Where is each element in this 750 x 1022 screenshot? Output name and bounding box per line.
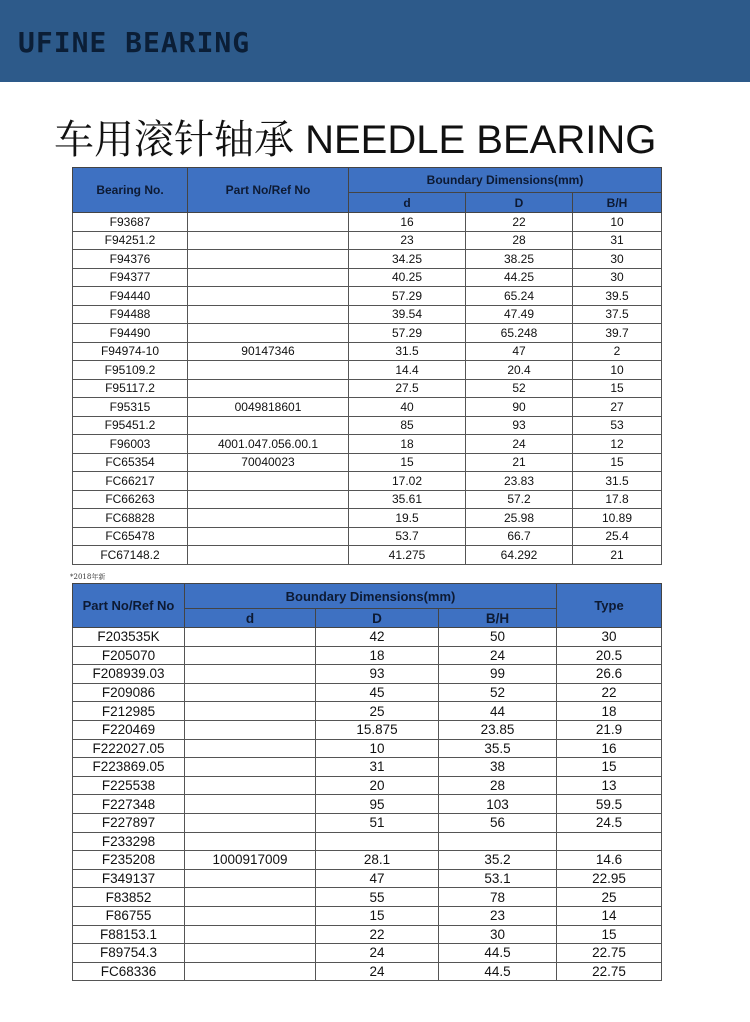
table-cell: FC65354 — [73, 453, 188, 472]
brand-title: UFINE BEARING — [18, 26, 251, 59]
table-cell: 10 — [573, 361, 662, 380]
table-cell — [316, 832, 439, 851]
table-cell: 31 — [316, 758, 439, 777]
table-cell: 35.61 — [349, 490, 466, 509]
table-cell: 90147346 — [188, 342, 349, 361]
table-cell: 16 — [557, 739, 662, 758]
table-body — [73, 213, 662, 565]
table-cell: 18 — [316, 646, 439, 665]
table-cell: 25.98 — [466, 509, 573, 528]
table-row — [73, 906, 662, 925]
table-cell: 25.4 — [573, 527, 662, 546]
table-cell: F94251.2 — [73, 231, 188, 250]
table-cell: 20.4 — [466, 361, 573, 380]
table-cell — [188, 527, 349, 546]
table-row — [73, 490, 662, 509]
table-cell: 57.29 — [349, 287, 466, 306]
table-cell: 28 — [439, 776, 557, 795]
table-cell: 28.1 — [316, 851, 439, 870]
table-cell: F225538 — [73, 776, 185, 795]
table-cell — [188, 379, 349, 398]
table-cell: 15 — [316, 906, 439, 925]
table-cell: 25 — [557, 888, 662, 907]
table-row — [73, 739, 662, 758]
table-cell — [185, 776, 316, 795]
table-cell: 93 — [316, 665, 439, 684]
table-cell: 20 — [316, 776, 439, 795]
table-cell: 15 — [557, 758, 662, 777]
page-title: 车用滚针轴承 NEEDLE BEARING — [54, 118, 657, 162]
table-cell: 95 — [316, 795, 439, 814]
table-cell: 47.49 — [466, 305, 573, 324]
table-row — [73, 851, 662, 870]
table-cell: F89754.3 — [73, 944, 185, 963]
table-cell — [185, 906, 316, 925]
table-row — [73, 665, 662, 684]
table-cell: 15 — [573, 379, 662, 398]
table-cell: 14 — [557, 906, 662, 925]
table-cell: 10 — [573, 213, 662, 232]
table-cell — [185, 628, 316, 647]
header-width: B/H — [573, 193, 662, 213]
table-cell: 38 — [439, 758, 557, 777]
table-row — [73, 720, 662, 739]
table-cell: F209086 — [73, 683, 185, 702]
header-width: B/H — [439, 609, 557, 628]
table-cell — [188, 324, 349, 343]
table-cell — [188, 509, 349, 528]
table-body — [73, 628, 662, 981]
table-cell: 23.83 — [466, 472, 573, 491]
table-cell: F88153.1 — [73, 925, 185, 944]
table-cell: 16 — [349, 213, 466, 232]
header-d-inner: d — [185, 609, 316, 628]
table-cell: 64.292 — [466, 546, 573, 565]
table-cell: 18 — [557, 702, 662, 721]
table-cell: FC68828 — [73, 509, 188, 528]
table-cell: F94377 — [73, 268, 188, 287]
table-cell — [557, 832, 662, 851]
table-cell: 34.25 — [349, 250, 466, 269]
table-cell: 14.4 — [349, 361, 466, 380]
table-cell: F205070 — [73, 646, 185, 665]
table-cell: 78 — [439, 888, 557, 907]
table-cell: F235208 — [73, 851, 185, 870]
table-row — [73, 287, 662, 306]
table-cell: 39.7 — [573, 324, 662, 343]
table-cell — [185, 944, 316, 963]
table-cell: F349137 — [73, 869, 185, 888]
table-cell: 15 — [349, 453, 466, 472]
table-cell: 19.5 — [349, 509, 466, 528]
table-cell: 44 — [439, 702, 557, 721]
table-cell: F94376 — [73, 250, 188, 269]
table-cell: 45 — [316, 683, 439, 702]
table-row — [73, 231, 662, 250]
table-cell: 10.89 — [573, 509, 662, 528]
table-cell: 56 — [439, 813, 557, 832]
table-cell: 12 — [573, 435, 662, 454]
table-cell: 55 — [316, 888, 439, 907]
table-cell: 21 — [466, 453, 573, 472]
bearing-table-1 — [72, 167, 662, 565]
table-cell: 22 — [466, 213, 573, 232]
table-row — [73, 416, 662, 435]
table-cell: 35.5 — [439, 739, 557, 758]
table-row — [73, 776, 662, 795]
table-cell: 13 — [557, 776, 662, 795]
table-cell — [185, 795, 316, 814]
table-row — [73, 628, 662, 647]
table-cell — [188, 416, 349, 435]
header-banner — [0, 0, 750, 82]
table-cell: 53.1 — [439, 869, 557, 888]
table-row — [73, 546, 662, 565]
table-cell: FC65478 — [73, 527, 188, 546]
table-cell: F227348 — [73, 795, 185, 814]
table-cell: FC66217 — [73, 472, 188, 491]
header-d-inner: d — [349, 193, 466, 213]
table-row — [73, 683, 662, 702]
table-row — [73, 944, 662, 963]
table-cell: 22 — [316, 925, 439, 944]
table-row — [73, 361, 662, 380]
table-cell — [185, 646, 316, 665]
table-cell: 41.275 — [349, 546, 466, 565]
table-cell: 44.25 — [466, 268, 573, 287]
table-cell: 35.2 — [439, 851, 557, 870]
table-cell: 39.54 — [349, 305, 466, 324]
table-cell: F94488 — [73, 305, 188, 324]
table-cell: F94440 — [73, 287, 188, 306]
table-cell: 25 — [316, 702, 439, 721]
table-cell: 0049818601 — [188, 398, 349, 417]
table-cell — [188, 250, 349, 269]
table-cell — [188, 231, 349, 250]
table-cell: 52 — [466, 379, 573, 398]
header-boundary-dimensions: Boundary Dimensions(mm) — [349, 168, 662, 193]
table-row — [73, 758, 662, 777]
table-cell: F96003 — [73, 435, 188, 454]
header-part-no: Part No/Ref No — [188, 168, 349, 213]
table-cell: 21.9 — [557, 720, 662, 739]
table-cell: 24 — [439, 646, 557, 665]
table-cell: 22.75 — [557, 944, 662, 963]
table-row — [73, 268, 662, 287]
table-cell: F203535K — [73, 628, 185, 647]
table-row — [73, 527, 662, 546]
table-cell — [188, 490, 349, 509]
header-part-no: Part No/Ref No — [73, 584, 185, 628]
table-cell: F86755 — [73, 906, 185, 925]
table-row — [73, 435, 662, 454]
table-cell: F95109.2 — [73, 361, 188, 380]
table-cell: 65.24 — [466, 287, 573, 306]
table-row — [73, 250, 662, 269]
header-d-outer: D — [316, 609, 439, 628]
table-cell: 40 — [349, 398, 466, 417]
table-cell: 1000917009 — [185, 851, 316, 870]
header-type: Type — [557, 584, 662, 628]
table-row — [73, 342, 662, 361]
table-row — [73, 813, 662, 832]
table-cell — [185, 925, 316, 944]
table-cell: 17.02 — [349, 472, 466, 491]
table-cell — [185, 683, 316, 702]
table-row — [73, 453, 662, 472]
table-row — [73, 379, 662, 398]
table-cell: 30 — [573, 268, 662, 287]
table-cell — [188, 305, 349, 324]
table-cell: 23 — [439, 906, 557, 925]
table-cell: 93 — [466, 416, 573, 435]
table-row — [73, 925, 662, 944]
table-cell: 52 — [439, 683, 557, 702]
table-cell: F220469 — [73, 720, 185, 739]
table-cell: 18 — [349, 435, 466, 454]
table-cell: 15.875 — [316, 720, 439, 739]
table-cell: 27.5 — [349, 379, 466, 398]
table-cell: 24 — [316, 962, 439, 981]
table-cell: 85 — [349, 416, 466, 435]
table-cell: F227897 — [73, 813, 185, 832]
table-cell: F95451.2 — [73, 416, 188, 435]
table-cell: 90 — [466, 398, 573, 417]
table-cell: 30 — [557, 628, 662, 647]
table-cell: 59.5 — [557, 795, 662, 814]
table-cell — [185, 962, 316, 981]
table-cell: 28 — [466, 231, 573, 250]
table-row — [73, 832, 662, 851]
table-cell: 2 — [573, 342, 662, 361]
table-cell: F233298 — [73, 832, 185, 851]
table-row — [73, 213, 662, 232]
table-cell: 24.5 — [557, 813, 662, 832]
table-cell: 22.95 — [557, 869, 662, 888]
table-cell: 31.5 — [349, 342, 466, 361]
table-cell: 14.6 — [557, 851, 662, 870]
table-cell: 42 — [316, 628, 439, 647]
table-row — [73, 795, 662, 814]
table-row — [73, 509, 662, 528]
table-row — [73, 646, 662, 665]
table-cell — [185, 813, 316, 832]
table-row — [73, 324, 662, 343]
table-row — [73, 702, 662, 721]
table-cell — [185, 869, 316, 888]
table-cell — [185, 665, 316, 684]
table-cell: 57.2 — [466, 490, 573, 509]
table-cell: 70040023 — [188, 453, 349, 472]
table-cell: 47 — [316, 869, 439, 888]
table-cell: 26.6 — [557, 665, 662, 684]
table-cell: F95117.2 — [73, 379, 188, 398]
bearing-table-2 — [72, 583, 662, 981]
table-cell: 44.5 — [439, 962, 557, 981]
table-cell: 23.85 — [439, 720, 557, 739]
table-cell: 10 — [316, 739, 439, 758]
table-cell: 53.7 — [349, 527, 466, 546]
table-cell: 39.5 — [573, 287, 662, 306]
table-cell: 4001.047.056.00.1 — [188, 435, 349, 454]
table-cell: 24 — [316, 944, 439, 963]
table-cell: 24 — [466, 435, 573, 454]
table-cell: 99 — [439, 665, 557, 684]
table-row — [73, 888, 662, 907]
table-row — [73, 305, 662, 324]
header-d-outer: D — [466, 193, 573, 213]
table-note: *2018年新 — [70, 573, 106, 581]
table-cell: 15 — [573, 453, 662, 472]
header-bearing-no: Bearing No. — [73, 168, 188, 213]
table-cell — [188, 361, 349, 380]
table-cell — [188, 472, 349, 491]
table-cell: 15 — [557, 925, 662, 944]
table-cell — [185, 888, 316, 907]
table-cell: F208939.03 — [73, 665, 185, 684]
table-cell: 53 — [573, 416, 662, 435]
table-cell: F83852 — [73, 888, 185, 907]
table-cell: 57.29 — [349, 324, 466, 343]
table-cell — [185, 758, 316, 777]
table-cell: 31 — [573, 231, 662, 250]
table-cell: 31.5 — [573, 472, 662, 491]
table-cell: FC68336 — [73, 962, 185, 981]
table-cell: 51 — [316, 813, 439, 832]
table-cell: 38.25 — [466, 250, 573, 269]
table-cell: 23 — [349, 231, 466, 250]
table-cell: 50 — [439, 628, 557, 647]
table-row — [73, 398, 662, 417]
table-cell: 27 — [573, 398, 662, 417]
table-cell: 66.7 — [466, 527, 573, 546]
table-cell: 40.25 — [349, 268, 466, 287]
table-cell: F95315 — [73, 398, 188, 417]
table-cell — [439, 832, 557, 851]
table-row — [73, 472, 662, 491]
table-cell — [185, 702, 316, 721]
table-cell: 37.5 — [573, 305, 662, 324]
table-cell: 20.5 — [557, 646, 662, 665]
table-cell — [188, 546, 349, 565]
table-cell — [185, 832, 316, 851]
table-cell: F212985 — [73, 702, 185, 721]
table-cell: FC66263 — [73, 490, 188, 509]
table-cell: 103 — [439, 795, 557, 814]
table-cell: 44.5 — [439, 944, 557, 963]
table-row — [73, 962, 662, 981]
table-cell: FC67148.2 — [73, 546, 188, 565]
table-cell: F93687 — [73, 213, 188, 232]
table-cell: 30 — [573, 250, 662, 269]
table-cell: 47 — [466, 342, 573, 361]
table-cell: F94490 — [73, 324, 188, 343]
table-cell — [185, 739, 316, 758]
table-cell: 22 — [557, 683, 662, 702]
table-cell — [188, 268, 349, 287]
table-cell: F223869.05 — [73, 758, 185, 777]
table-cell: 17.8 — [573, 490, 662, 509]
table-cell: 21 — [573, 546, 662, 565]
table-cell: F94974-10 — [73, 342, 188, 361]
table-cell: F222027.05 — [73, 739, 185, 758]
table-cell — [188, 287, 349, 306]
table-cell: 65.248 — [466, 324, 573, 343]
table-row — [73, 869, 662, 888]
table-cell: 22.75 — [557, 962, 662, 981]
table-cell — [185, 720, 316, 739]
header-boundary-dimensions: Boundary Dimensions(mm) — [185, 584, 557, 609]
table-cell — [188, 213, 349, 232]
table-cell: 30 — [439, 925, 557, 944]
